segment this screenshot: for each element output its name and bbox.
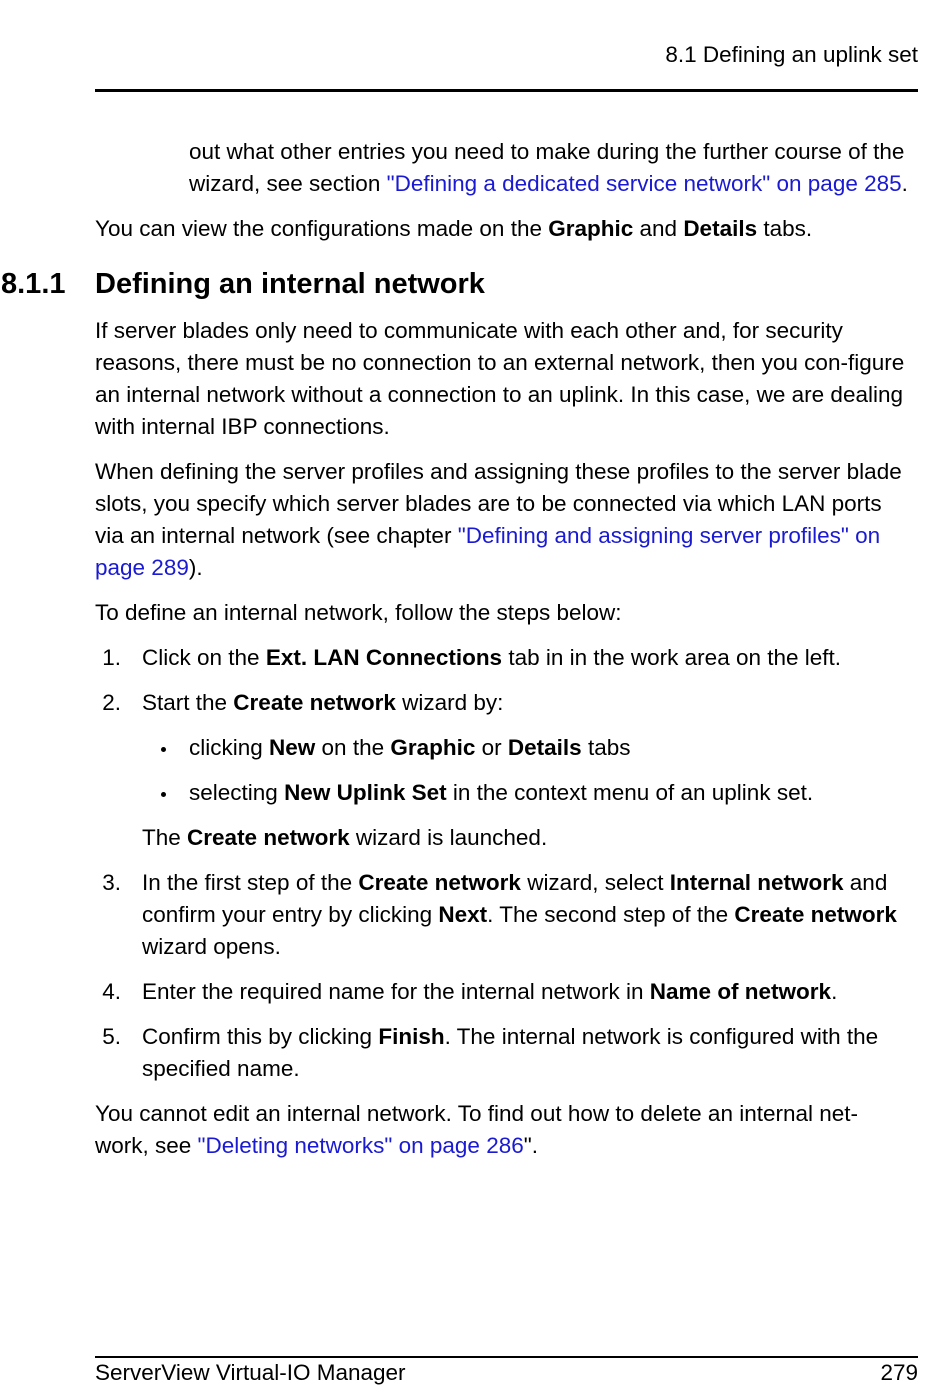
header-rule — [95, 89, 918, 92]
bold-internal-network: Internal network — [669, 870, 844, 895]
link-defining-server-profiles[interactable]: "Defining and assigning server profiles" on page 289 — [95, 523, 881, 580]
text: ". — [523, 1133, 538, 1158]
bold-ext-lan-connections: Ext. LAN Connections — [265, 645, 503, 670]
bold-details: Details — [507, 735, 582, 760]
text: Confirm this by clicking — [142, 1024, 379, 1049]
bold-new-uplink-set: New Uplink Set — [284, 780, 447, 805]
text: You can view the configurations made on the — [95, 216, 549, 241]
bold-graphic: Graphic — [390, 735, 476, 760]
bold-create-network: Create network — [734, 902, 897, 927]
bold-details: Details — [683, 216, 758, 241]
text: in the context menu of an uplink set. — [446, 780, 814, 805]
text: and confirm your entry by clicking — [142, 870, 888, 927]
step-number: 2. — [102, 690, 121, 715]
text: . The internal network is configured with the specified name. — [142, 1024, 879, 1081]
step-number: 1. — [102, 645, 121, 670]
section-title: Defining an internal network — [95, 268, 485, 300]
step-number: 3. — [102, 870, 121, 895]
step-5 — [95, 1021, 910, 1085]
text: clicking — [189, 735, 270, 760]
text: wizard, select — [520, 870, 670, 895]
step-3 — [95, 867, 910, 963]
continued-text: out what other entries you need to make during the further course of the wizard, see section — [189, 139, 905, 196]
text: Click on the — [142, 645, 266, 670]
step-2 — [95, 687, 910, 854]
text: . The second step of the — [487, 902, 735, 927]
bold-create-network: Create network — [358, 870, 521, 895]
bold-new: New — [269, 735, 316, 760]
text: tab in in the work area on the left. — [502, 645, 842, 670]
text: tabs. — [757, 216, 813, 241]
step-1 — [95, 642, 910, 674]
text: wizard opens. — [142, 934, 281, 959]
section-heading — [1, 267, 910, 301]
bold-next: Next — [438, 902, 488, 927]
page-body — [1, 136, 910, 1175]
text: and — [633, 216, 684, 241]
bold-name-of-network: Name of network — [649, 979, 832, 1004]
bold-graphic: Graphic — [548, 216, 634, 241]
text: Enter the required name for the internal network in — [142, 979, 650, 1004]
text: selecting — [189, 780, 285, 805]
text: The — [142, 825, 188, 850]
text: In the first step of the — [142, 870, 359, 895]
continued-suffix: . — [901, 171, 908, 196]
text: wizard is launched. — [349, 825, 548, 850]
text: ). — [188, 555, 203, 580]
paragraph-internal-network-intro: If server blades only need to communicate with each other and, for security reasons, there must be no connection to an external network, then you con-figure an internal network without a connection to an uplink. In this case, we are dealing with internal IBP connections. — [95, 318, 905, 439]
section-number: 8.1.1 — [1, 268, 66, 300]
closing-paragraph — [95, 1098, 910, 1162]
text: Start the — [142, 690, 234, 715]
step-4 — [95, 976, 910, 1008]
bold-finish: Finish — [378, 1024, 445, 1049]
paragraph-steps-intro: To define an internal network, follow the steps below: — [95, 600, 622, 625]
bullet-item — [142, 732, 910, 764]
view-configurations-paragraph — [95, 213, 910, 245]
bullet-item — [142, 777, 910, 809]
step-number: 5. — [102, 1024, 121, 1049]
step-number: 4. — [102, 979, 121, 1004]
link-dedicated-service-network[interactable]: "Defining a dedicated service network" on page 285 — [386, 171, 902, 196]
wizard-launched-note — [142, 822, 910, 854]
text: or — [475, 735, 508, 760]
running-header-title: 8.1 Defining an uplink set — [665, 42, 918, 67]
link-deleting-networks[interactable]: "Deleting networks" on page 286 — [197, 1133, 524, 1158]
paragraph-server-profiles — [95, 456, 910, 584]
text: . — [831, 979, 838, 1004]
footer-product-name: ServerView Virtual-IO Manager — [95, 1360, 406, 1385]
bullet-list — [142, 732, 910, 809]
text: on the — [315, 735, 391, 760]
continued-paragraph — [95, 136, 910, 200]
text: tabs — [581, 735, 631, 760]
text: You cannot edit an internal network. To find out how to delete an internal net-work, see — [95, 1101, 859, 1158]
bold-create-network: Create network — [187, 825, 350, 850]
text: wizard by: — [395, 690, 504, 715]
text: When defining the server profiles and assigning these profiles to the server blade slots, you specify which server blades are to be connected via which LAN ports via an internal network (see chapter — [95, 459, 902, 548]
page-number: 279 — [880, 1360, 918, 1385]
steps-list — [95, 642, 910, 1085]
bold-create-network: Create network — [233, 690, 396, 715]
